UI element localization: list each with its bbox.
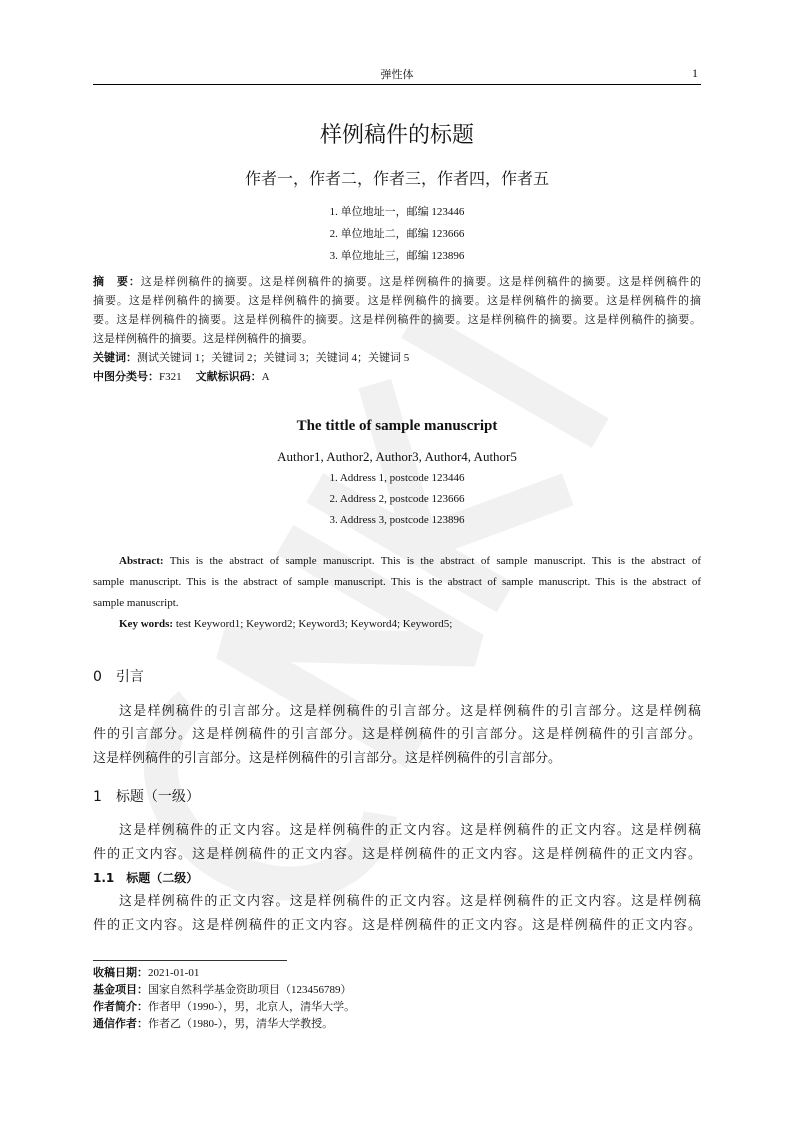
footnote-value: 2021-01-01 <box>148 967 200 979</box>
cn-address: 2. 单位地址二，邮编 123666 <box>329 228 465 240</box>
paragraph-line: 这是样例稿件的引言部分。这是样例稿件的引言部分。这是样例稿件的引言部分。这是样例稿 <box>119 703 701 718</box>
footnote-label: 通信作者： <box>93 1018 148 1030</box>
en-abstract-text: This is the abstract of sample manuscript. This is the abstract of sample manuscript. This is the abstract of <box>163 555 701 567</box>
paragraph-line: 件的正文内容。这是样例稿件的正文内容。这是样例稿件的正文内容。这是样例稿件的正文内容。 <box>93 917 701 932</box>
cn-classification <box>93 370 701 384</box>
running-header-title: 弹性体 <box>380 69 414 81</box>
footnote <box>93 983 352 997</box>
cn-authors: 作者一，作者二，作者三，作者四，作者五 <box>244 171 549 188</box>
paragraph-line: 件的正文内容。这是样例稿件的正文内容。这是样例稿件的正文内容。这是样例稿件的正文内容。 <box>93 846 701 861</box>
en-keywords-label: Key words: <box>119 618 174 630</box>
en-abstract-line <box>119 554 701 568</box>
cn-keywords-value: 测试关键词 1；关键词 2；关键词 3；关键词 4；关键词 5 <box>137 352 410 364</box>
cn-abstract-text: 这是样例稿件的摘要。这是样例稿件的摘要。这是样例稿件的摘要。这是样例稿件的摘要。这是样例稿件的 <box>140 276 702 288</box>
section-heading: 1 标题（一级） <box>93 789 200 805</box>
class-value: F321 <box>159 371 182 383</box>
en-abstract-line: sample manuscript. This is the abstract of sample manuscript. This is the abstract of sample manuscript. This is the abstract of <box>93 576 701 588</box>
section-heading: 0 引言 <box>93 669 144 685</box>
header-rule <box>93 84 701 85</box>
footnote-value: 作者甲（1990-），男，北京人，清华大学。 <box>148 1001 356 1013</box>
cn-title: 样例稿件的标题 <box>319 122 474 147</box>
paragraph-line: 件的引言部分。这是样例稿件的引言部分。这是样例稿件的引言部分。这是样例稿件的引言部分。 <box>93 726 701 741</box>
footnote <box>93 1017 333 1031</box>
en-keywords <box>119 617 452 631</box>
en-address: 2. Address 2, postcode 123666 <box>329 493 465 505</box>
footnote-value: 国家自然科学基金资助项目（123456789） <box>148 984 352 996</box>
cn-abstract-line: 这是样例稿件的摘要。这是样例稿件的摘要。 <box>93 333 313 345</box>
cn-keywords <box>93 351 701 365</box>
en-address: 3. Address 3, postcode 123896 <box>329 514 465 526</box>
en-title: The tittle of sample manuscript <box>296 418 498 434</box>
page-number: 1 <box>692 66 698 80</box>
cn-abstract-line: 摘要。这是样例稿件的摘要。这是样例稿件的摘要。这是样例稿件的摘要。这是样例稿件的摘要。这是样例稿件的摘 <box>93 295 701 307</box>
doc-value: A <box>261 371 270 383</box>
footnote <box>93 1000 355 1014</box>
cn-address: 3. 单位地址三，邮编 123896 <box>329 250 465 262</box>
cn-abstract-line <box>93 275 701 289</box>
cn-keywords-label: 关键词： <box>93 352 137 364</box>
class-label: 中图分类号： <box>93 371 159 383</box>
footnote-rule <box>93 960 287 961</box>
en-abstract-label: Abstract: <box>119 555 164 567</box>
doc-label: 文献标识码： <box>195 371 262 383</box>
cn-abstract-label: 摘 要： <box>93 276 141 288</box>
paragraph-line: 这是样例稿件的正文内容。这是样例稿件的正文内容。这是样例稿件的正文内容。这是样例稿 <box>119 893 701 908</box>
cn-address: 1. 单位地址一，邮编 123446 <box>329 206 465 218</box>
paragraph-line: 这是样例稿件的正文内容。这是样例稿件的正文内容。这是样例稿件的正文内容。这是样例稿 <box>119 822 701 837</box>
cn-abstract-line: 要。这是样例稿件的摘要。这是样例稿件的摘要。这是样例稿件的摘要。这是样例稿件的摘要。这是样例稿件的摘要。 <box>93 314 701 326</box>
en-abstract-line: sample manuscript. <box>93 597 179 609</box>
en-keywords-value: test Keyword1; Keyword2; Keyword3; Keyword4; Keyword5; <box>173 618 453 630</box>
subsection-heading: 1.1 标题（二级） <box>93 871 199 885</box>
footnote <box>93 966 199 980</box>
footnote-label: 基金项目： <box>93 984 148 996</box>
paragraph-line: 这是样例稿件的引言部分。这是样例稿件的引言部分。这是样例稿件的引言部分。 <box>93 750 562 765</box>
en-authors: Author1, Author2, Author3, Author4, Author5 <box>277 449 517 464</box>
footnote-label: 作者简介： <box>93 1001 148 1013</box>
footnote-value: 作者乙（1980-），男，清华大学教授。 <box>148 1018 334 1030</box>
footnote-label: 收稿日期： <box>93 967 148 979</box>
en-address: 1. Address 1, postcode 123446 <box>329 472 465 484</box>
